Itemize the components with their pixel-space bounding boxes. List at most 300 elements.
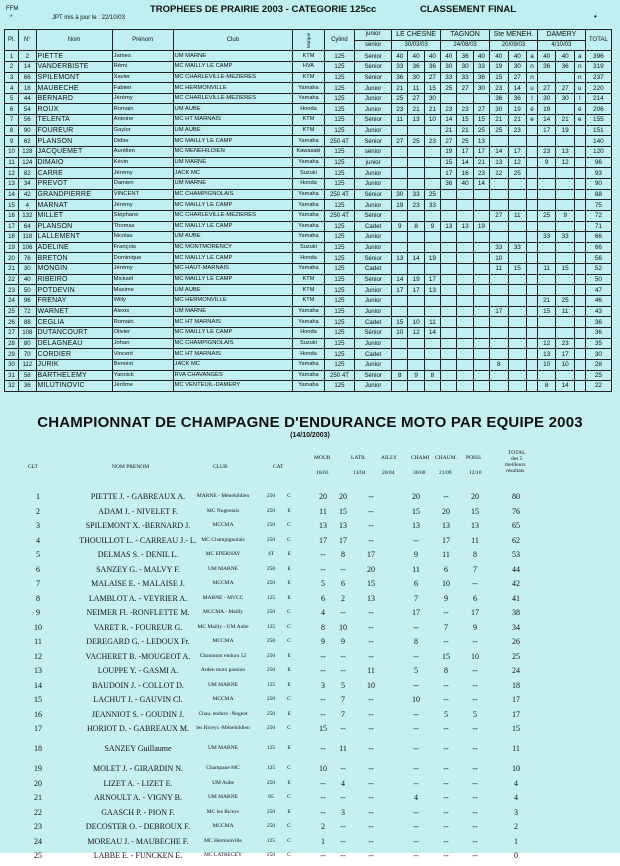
table-cell: 27 <box>424 72 440 83</box>
table-cell <box>527 253 538 264</box>
table-cell: e <box>574 115 585 126</box>
table-cell <box>508 296 526 307</box>
table-cell: Vincent <box>112 349 173 360</box>
table-cell <box>574 168 585 179</box>
table-cell: 30 <box>441 61 457 72</box>
table-cell: Yamaha <box>293 210 325 221</box>
list-cell: ARNOULT A. - VIGNY B. <box>93 793 182 802</box>
table-cell <box>527 221 538 232</box>
list-cell: E <box>287 779 291 786</box>
table-cell: PREVOT <box>36 178 112 189</box>
table-cell: 71 <box>585 221 611 232</box>
list-cell: LAMBLOT A. - VEYRIER A. <box>88 593 188 603</box>
h-r4b: 30/08 <box>413 470 426 476</box>
list-cell: -- <box>368 709 374 719</box>
table-cell: Sénior <box>355 61 392 72</box>
table-cell: MC MONTMORENCY <box>173 242 293 253</box>
table-cell: 125 <box>324 253 354 264</box>
list-cell: C <box>287 725 291 731</box>
list-cell: C <box>287 536 291 543</box>
table-cell: Junior <box>355 125 392 136</box>
table-cell <box>441 381 457 392</box>
table-cell: Junior <box>355 83 392 94</box>
table-cell: 17 <box>441 168 457 179</box>
table-cell: 19 <box>5 242 19 253</box>
table-cell <box>473 370 489 381</box>
table-cell: UM MARNE <box>173 157 293 168</box>
table-cell: MC MAILLY LE CAMP <box>173 61 293 72</box>
list-cell: -- <box>413 724 419 733</box>
table-cell: 20 <box>5 253 19 264</box>
table-cell <box>424 338 440 349</box>
table-cell: 11 <box>392 115 408 126</box>
table-row <box>5 338 612 349</box>
table-cell: 9 <box>424 221 440 232</box>
table-cell: FOUREUR <box>36 125 112 136</box>
classement-status: CLASSEMENT FINAL <box>420 4 517 15</box>
table-cell: Romain <box>112 104 173 115</box>
h-nom: NOM PRENOM <box>112 464 150 470</box>
list-cell: -- <box>368 851 374 860</box>
table-cell: 19 <box>408 274 424 285</box>
table-cell <box>556 136 574 147</box>
table-cell <box>441 370 457 381</box>
list-cell: 250 <box>266 507 276 514</box>
table-cell: 151 <box>585 125 611 136</box>
table-cell: 250 4T <box>324 370 354 381</box>
table-cell: 27 <box>457 83 473 94</box>
table-cell: 125 <box>324 317 354 328</box>
table-cell: 125 <box>324 200 354 211</box>
table-cell: 7 <box>5 115 19 126</box>
table-cell: MC VENTEUIL-DAMERY <box>173 381 293 392</box>
table-cell: 23 <box>473 168 489 179</box>
table-cell: a <box>574 51 585 62</box>
table-cell: 15 <box>556 264 574 275</box>
table-cell: PIETTE <box>36 51 112 62</box>
table-cell <box>457 210 473 221</box>
table-cell: 125 <box>324 168 354 179</box>
table-cell <box>574 306 585 317</box>
table-cell: 17 <box>537 125 555 136</box>
table-cell: 4 <box>19 200 36 211</box>
table-cell <box>490 296 508 307</box>
table-cell: 30 <box>537 93 555 104</box>
list-cell: -- <box>368 778 374 788</box>
list-cell: 2 <box>36 506 40 516</box>
table-cell: 27 <box>5 327 19 338</box>
table-cell <box>473 338 489 349</box>
table-cell: 36 <box>490 93 508 104</box>
list-cell: 250 <box>266 667 276 673</box>
table-cell: 17 <box>473 147 489 158</box>
list-cell: 7 <box>341 709 345 719</box>
table-cell: 40 <box>537 51 555 62</box>
table-cell <box>457 93 473 104</box>
table-cell <box>441 253 457 264</box>
table-cell <box>473 200 489 211</box>
list-cell: C <box>287 493 291 499</box>
table-cell: 14 <box>19 61 36 72</box>
col-marque-label: Marque <box>305 32 311 48</box>
table-cell: 66 <box>585 242 611 253</box>
table-cell <box>574 189 585 200</box>
col-club: Club <box>173 30 293 51</box>
table-cell: 8 <box>537 381 555 392</box>
list-cell: 38 <box>512 608 520 617</box>
table-cell: BERNARD <box>36 93 112 104</box>
table-cell: 36 <box>585 317 611 328</box>
list-cell: -- <box>472 666 478 675</box>
table-cell <box>508 136 526 147</box>
table-cell <box>537 168 555 179</box>
table-cell <box>457 274 473 285</box>
table-cell: KTM <box>293 285 325 296</box>
table-cell: CEGLIA <box>36 317 112 328</box>
list-cell: 17 <box>442 535 450 545</box>
table-row <box>5 51 612 62</box>
table-cell: RIBEIRO <box>36 274 112 285</box>
table-cell: Thomas <box>112 221 173 232</box>
table-cell <box>441 285 457 296</box>
list-cell: LIZET A. - LIZET E. <box>103 778 173 788</box>
table-cell <box>473 327 489 338</box>
list-cell: -- <box>368 535 374 545</box>
list-cell: -- <box>413 651 419 661</box>
table-cell: 42 <box>19 189 36 200</box>
table-cell: 6 <box>5 104 19 115</box>
table-cell: 12 <box>490 168 508 179</box>
table-cell: n <box>574 61 585 72</box>
list-cell: -- <box>340 724 346 733</box>
table-row <box>5 104 612 115</box>
h-club: CLUB <box>213 464 228 470</box>
table-cell <box>473 381 489 392</box>
table-cell: 25 <box>457 136 473 147</box>
list-cell: 125 <box>266 765 276 771</box>
list-cell: -- <box>413 822 419 831</box>
table-cell: UM MARNE <box>173 178 293 189</box>
list-cell: 125 <box>266 623 276 630</box>
list-cell: 17 <box>339 535 347 545</box>
table-cell <box>441 232 457 243</box>
table-cell: 88 <box>19 317 36 328</box>
table-cell <box>508 381 526 392</box>
table-cell: 125 <box>324 296 354 307</box>
table-cell: u <box>574 83 585 94</box>
table-cell: 30 <box>457 61 473 72</box>
list-cell: 9 <box>36 608 40 617</box>
table-cell <box>457 317 473 328</box>
list-item <box>0 681 620 696</box>
table-cell: junior <box>355 157 392 168</box>
table-cell <box>457 370 473 381</box>
list-cell: 17 <box>512 695 520 704</box>
table-cell: Jérémy <box>112 264 173 275</box>
table-cell: Sénior <box>355 274 392 285</box>
table-cell: 88 <box>585 189 611 200</box>
table-cell: 54 <box>19 104 36 115</box>
list-cell: -- <box>413 680 419 690</box>
list-cell: -- <box>368 793 374 802</box>
list-cell: 6 <box>444 564 448 574</box>
table-cell: KTM <box>293 125 325 136</box>
list-cell: -- <box>472 778 478 788</box>
table-cell: 23 <box>508 125 526 136</box>
list-cell: -- <box>413 743 419 753</box>
list-cell: 18 <box>34 743 42 753</box>
table-cell <box>408 349 424 360</box>
table-cell <box>490 285 508 296</box>
table-cell: Sénior <box>355 51 392 62</box>
list-cell: HORIOT D. - GABREAUX M. <box>86 724 190 733</box>
table-cell <box>490 136 508 147</box>
list-item <box>0 492 620 507</box>
table-cell: VINCENT <box>112 189 173 200</box>
table-cell <box>527 285 538 296</box>
table-row <box>5 157 612 168</box>
table-cell <box>408 232 424 243</box>
list-cell: 53 <box>512 550 520 559</box>
col-r3-date: 20/09/03 <box>490 40 538 51</box>
table-cell <box>408 264 424 275</box>
table-cell: 58 <box>19 370 36 381</box>
table-row <box>5 359 612 370</box>
table-cell: Junior <box>355 232 392 243</box>
h-tot1: TOTAL <box>508 450 526 456</box>
trophees-section <box>0 0 620 392</box>
table-cell <box>574 232 585 243</box>
table-cell <box>392 306 408 317</box>
table-cell: 72 <box>19 306 36 317</box>
table-cell: Antoine <box>112 115 173 126</box>
table-cell: 25 <box>490 125 508 136</box>
table-cell: 36 <box>441 178 457 189</box>
table-cell <box>527 327 538 338</box>
list-item <box>0 550 620 565</box>
table-cell: Junior <box>355 306 392 317</box>
list-cell: -- <box>443 778 449 788</box>
list-cell: -- <box>443 851 449 860</box>
table-cell <box>408 147 424 158</box>
table-cell <box>574 381 585 392</box>
table-cell: 125 <box>324 125 354 136</box>
table-cell: KTM <box>293 51 325 62</box>
dot-mark: • <box>594 12 597 21</box>
table-cell: 96 <box>585 157 611 168</box>
table-cell: 1 <box>5 51 19 62</box>
table-row <box>5 200 612 211</box>
table-cell: 27 <box>537 83 555 94</box>
table-cell <box>457 359 473 370</box>
table-cell <box>556 253 574 264</box>
list-cell: 9 <box>444 593 448 603</box>
list-cell: 11 <box>367 666 375 675</box>
table-cell: 17 <box>556 349 574 360</box>
table-cell <box>537 242 555 253</box>
table-cell: Junior <box>355 178 392 189</box>
list-cell: -- <box>320 666 326 675</box>
table-cell: Sénior <box>355 72 392 83</box>
list-item <box>0 695 620 710</box>
table-cell: n <box>527 72 538 83</box>
table-cell <box>408 210 424 221</box>
table-cell: 12 <box>537 338 555 349</box>
list-cell: -- <box>443 807 449 817</box>
table-cell: 36 <box>19 381 36 392</box>
list-cell: 4 <box>36 535 40 545</box>
list-cell: MCCMA - Mailly <box>202 609 244 615</box>
table-cell: 27 <box>473 104 489 115</box>
table-row <box>5 72 612 83</box>
list-item <box>0 808 620 823</box>
table-cell <box>574 349 585 360</box>
table-cell: 14 <box>441 115 457 126</box>
list-cell: 0 <box>514 851 518 860</box>
table-cell <box>473 317 489 328</box>
list-cell: 3 <box>341 807 345 817</box>
table-cell: 9 <box>5 136 19 147</box>
list-cell: NEIMER Fl. -RONFLETTE M. <box>86 608 190 617</box>
table-cell: DIMAIO <box>36 157 112 168</box>
table-cell: 25 <box>473 125 489 136</box>
table-row <box>5 317 612 328</box>
list-cell: 62 <box>512 535 520 545</box>
list-cell: DECOSTER O. - DEBROUX F. <box>85 822 191 831</box>
table-cell <box>556 327 574 338</box>
list-cell: 8 <box>321 622 325 632</box>
list-cell: -- <box>320 743 326 753</box>
table-cell <box>473 189 489 200</box>
list-cell: E <box>287 808 291 815</box>
table-cell: 155 <box>585 115 611 126</box>
table-cell: 25 <box>5 306 19 317</box>
list-cell: -- <box>472 724 478 733</box>
table-cell: JACK MC <box>173 359 293 370</box>
list-cell: 20 <box>339 492 347 501</box>
h-r6a: POISS <box>466 455 481 461</box>
table-cell <box>473 306 489 317</box>
table-cell <box>473 285 489 296</box>
table-cell: 5 <box>5 93 19 104</box>
table-cell: 12 <box>556 157 574 168</box>
table-cell: 13 <box>441 221 457 232</box>
table-cell: 33 <box>508 242 526 253</box>
table-cell: 2 <box>5 61 19 72</box>
list-cell: 10 <box>412 695 420 704</box>
list-cell: 250 <box>266 638 276 644</box>
table-cell <box>441 296 457 307</box>
table-cell: Sénior <box>355 136 392 147</box>
table-row <box>5 264 612 275</box>
list-cell: 20 <box>471 492 479 501</box>
col-r1: LE CHESNE <box>392 30 441 41</box>
table-cell: Sénior <box>355 253 392 264</box>
table-cell <box>441 189 457 200</box>
col-r1-date: 30/03/03 <box>392 40 441 51</box>
list-cell: -- <box>413 851 419 860</box>
table-cell: 9 <box>537 157 555 168</box>
list-cell: 15 <box>471 506 479 516</box>
table-cell: 35 <box>585 338 611 349</box>
list-cell: LACHUT J. - GAUVIN Cl. <box>93 695 183 704</box>
table-cell: UM AUBE <box>173 232 293 243</box>
table-cell: 8 <box>424 370 440 381</box>
table-cell <box>457 381 473 392</box>
table-cell: 18 <box>5 232 19 243</box>
list-cell: -- <box>472 680 478 690</box>
list-cell: 2 <box>321 822 325 831</box>
h-r2b: 13/04 <box>353 470 366 476</box>
table-cell: UM MARNE <box>173 51 293 62</box>
table-cell <box>457 264 473 275</box>
list-cell: 1 <box>321 836 325 846</box>
table-cell <box>527 232 538 243</box>
table-cell: 21 <box>537 296 555 307</box>
list-cell: 10 <box>34 622 42 632</box>
table-cell <box>574 210 585 221</box>
table-cell: Damien <box>112 178 173 189</box>
table-cell <box>441 210 457 221</box>
list-cell: VACHERET B. -MOUGEOT A. <box>85 651 191 661</box>
list-cell: 125 <box>266 681 276 688</box>
table-row <box>5 274 612 285</box>
list-cell: 5 <box>444 709 448 719</box>
list-cell: Chau. enduro -Nogent <box>198 710 248 717</box>
table-cell: 23 <box>5 285 19 296</box>
table-cell <box>556 200 574 211</box>
table-cell: WARNET <box>36 306 112 317</box>
list-cell: 25 <box>34 851 42 860</box>
table-cell: Benoist <box>112 359 173 370</box>
table-cell <box>441 274 457 285</box>
list-cell: -- <box>320 550 326 559</box>
table-cell: 9 <box>408 370 424 381</box>
table-cell: Yamaha <box>293 221 325 232</box>
list-cell: C <box>287 623 291 630</box>
col-marque <box>293 30 325 51</box>
table-cell: 21 <box>508 115 526 126</box>
table-cell: MC HAUT-MARNAIS <box>173 264 293 275</box>
table-cell <box>473 242 489 253</box>
table-cell: MC MAILLY LE CAMP <box>173 253 293 264</box>
table-cell <box>457 327 473 338</box>
table-cell: Sénior <box>355 210 392 221</box>
table-cell <box>527 317 538 328</box>
list-cell: -- <box>320 695 326 704</box>
table-cell: 30 <box>490 104 508 115</box>
table-cell <box>574 274 585 285</box>
table-cell: Junior <box>355 359 392 370</box>
list-cell: -- <box>443 743 449 753</box>
table-cell <box>424 242 440 253</box>
table-cell <box>457 232 473 243</box>
table-cell: MC MAILLY LE CAMP <box>173 327 293 338</box>
list-cell: 250 <box>266 580 276 586</box>
table-cell: 27 <box>508 72 526 83</box>
table-cell <box>527 136 538 147</box>
table-cell: sénior <box>355 147 392 158</box>
table-cell: 40 <box>392 51 408 62</box>
list-cell: 8 <box>473 550 477 559</box>
table-cell: 29 <box>5 349 19 360</box>
list-cell: -- <box>368 608 374 617</box>
table-cell <box>457 242 473 253</box>
table-cell: 125 <box>324 242 354 253</box>
table-cell <box>457 253 473 264</box>
table-cell: 11 <box>408 83 424 94</box>
table-cell: MARNAT <box>36 200 112 211</box>
